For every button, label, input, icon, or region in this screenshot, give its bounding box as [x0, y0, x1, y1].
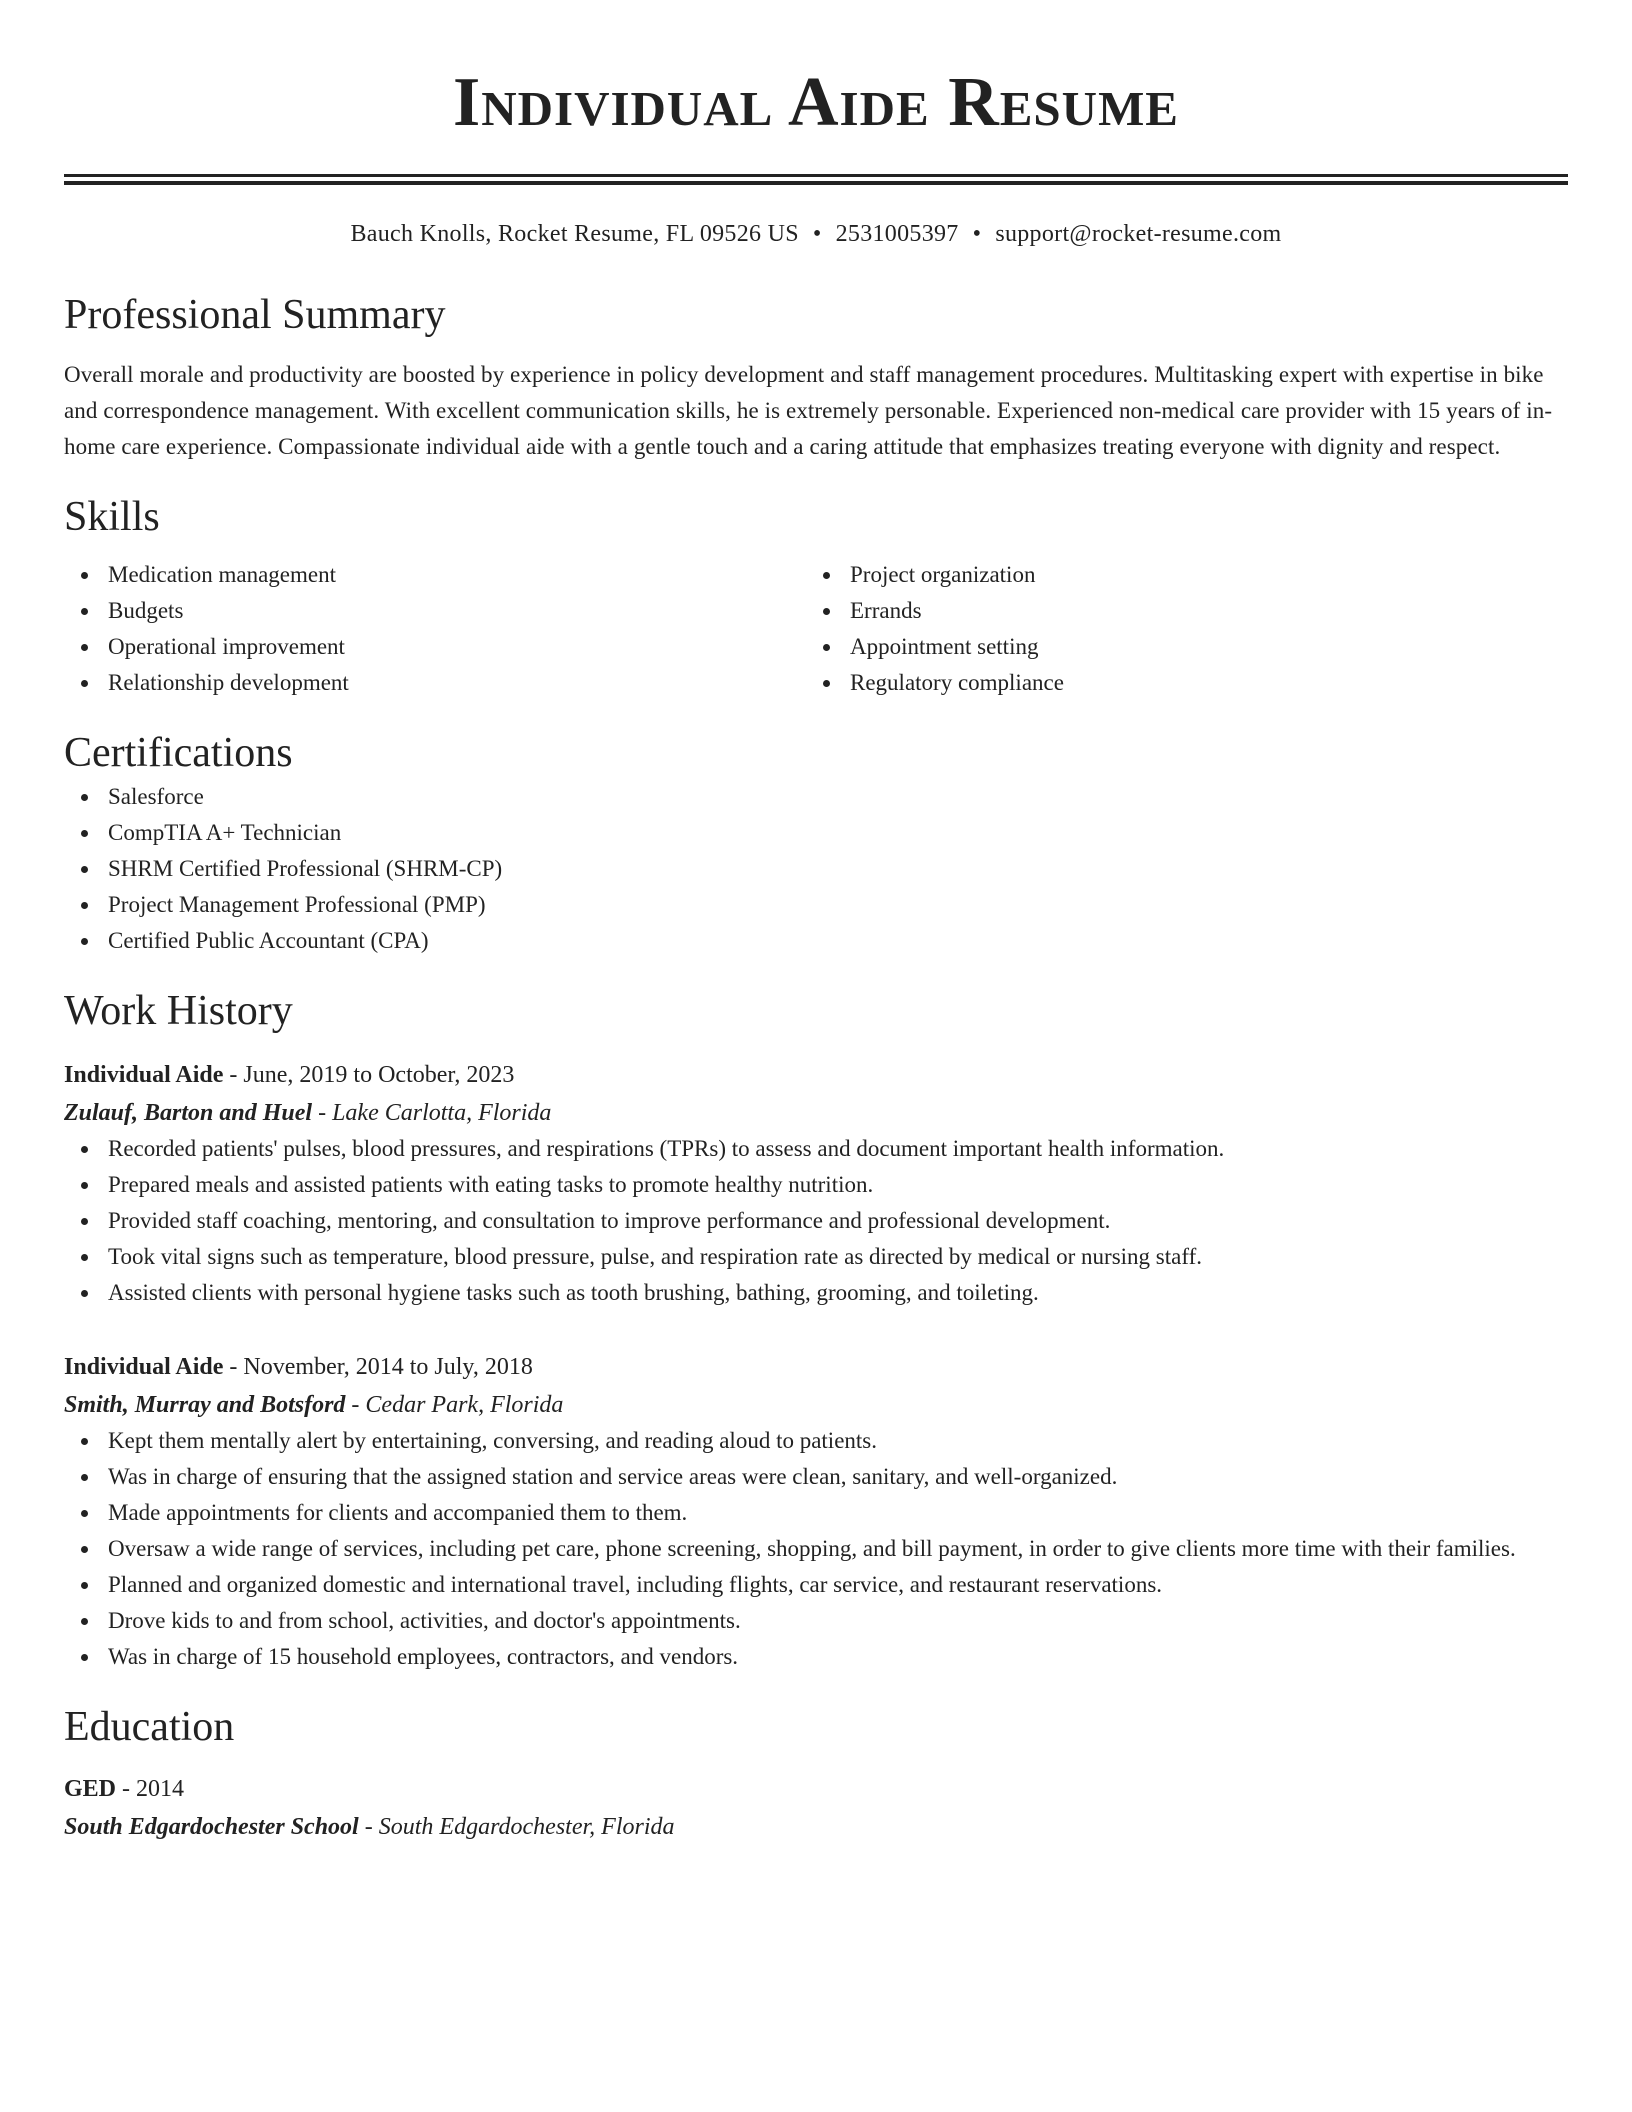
job-title: Individual Aide [64, 1062, 224, 1088]
education-dash: - [358, 1814, 379, 1840]
job-title-line [64, 1349, 1568, 1385]
job-title: Individual Aide [64, 1354, 224, 1380]
job-bullet: Oversaw a wide range of services, including pet care, phone screening, shopping, and bill payment, in order to give clients more time with their families. [64, 1531, 1568, 1567]
resume-title: Individual Aide Resume [452, 64, 1179, 141]
job-company-line [64, 1095, 1568, 1131]
job-bullets [64, 1131, 1568, 1311]
job-company-line [64, 1387, 1568, 1423]
job-dash: - [223, 1354, 244, 1380]
certification-item: Project Management Professional (PMP) [64, 887, 1568, 923]
job-dash: - [345, 1392, 366, 1418]
job-dash: - [312, 1100, 333, 1126]
job-bullet: Planned and organized domestic and international travel, including flights, car service, and restaurant reservations. [64, 1567, 1568, 1603]
skills-column-left [64, 557, 806, 701]
work-history-section [64, 985, 1568, 1675]
contact-phone: 2531005397 [835, 221, 959, 247]
skills-grid [64, 557, 1568, 701]
education-location: South Edgardochester, Florida [378, 1814, 675, 1840]
skill-item: Appointment setting [806, 629, 1548, 665]
job-entry [64, 1349, 1568, 1675]
certifications-list [64, 779, 1568, 959]
skills-heading: Skills [64, 494, 160, 540]
skill-item: Budgets [64, 593, 806, 629]
certification-item: Salesforce [64, 779, 1568, 815]
skills-section [64, 491, 1568, 701]
job-bullet: Made appointments for clients and accompanied them to them. [64, 1495, 1568, 1531]
contact-line [64, 217, 1568, 251]
education-entry [64, 1771, 1568, 1845]
job-bullet: Prepared meals and assisted patients with eating tasks to promote healthy nutrition. [64, 1167, 1568, 1203]
skill-item: Relationship development [64, 665, 806, 701]
certification-item: CompTIA A+ Technician [64, 815, 1568, 851]
contact-separator: • [812, 221, 822, 247]
job-dates: June, 2019 to October, 2023 [243, 1062, 515, 1088]
skills-list-left [64, 557, 806, 701]
certification-item: SHRM Certified Professional (SHRM-CP) [64, 851, 1568, 887]
skill-item: Operational improvement [64, 629, 806, 665]
job-entry [64, 1057, 1568, 1311]
education-degree-line [64, 1771, 1568, 1807]
work-history-heading: Work History [64, 988, 293, 1034]
skills-list-right [806, 557, 1548, 701]
job-bullets [64, 1423, 1568, 1675]
job-bullet: Assisted clients with personal hygiene tasks such as tooth brushing, bathing, grooming, and toileting. [64, 1275, 1568, 1311]
certifications-section [64, 727, 1568, 959]
job-company: Smith, Murray and Botsford [64, 1392, 346, 1418]
job-dash: - [223, 1062, 244, 1088]
job-bullet: Was in charge of 15 household employees, contractors, and vendors. [64, 1639, 1568, 1675]
certification-item: Certified Public Accountant (CPA) [64, 923, 1568, 959]
skills-column-right [806, 557, 1548, 701]
job-bullet: Took vital signs such as temperature, blood pressure, pulse, and respiration rate as directed by medical or nursing staff. [64, 1239, 1568, 1275]
job-location: Cedar Park, Florida [365, 1392, 564, 1418]
skill-item: Errands [806, 593, 1548, 629]
job-company: Zulauf, Barton and Huel [64, 1100, 313, 1126]
summary-heading: Professional Summary [64, 292, 446, 338]
job-dates: November, 2014 to July, 2018 [243, 1354, 533, 1380]
job-location: Lake Carlotta, Florida [332, 1100, 552, 1126]
job-bullet: Kept them mentally alert by entertaining, conversing, and reading aloud to patients. [64, 1423, 1568, 1459]
contact-address: Bauch Knolls, Rocket Resume, FL 09526 US [350, 221, 799, 247]
education-section [64, 1701, 1568, 1845]
education-school-line [64, 1809, 1568, 1845]
job-bullet: Provided staff coaching, mentoring, and consultation to improve performance and professional development. [64, 1203, 1568, 1239]
job-bullet: Recorded patients' pulses, blood pressures, and respirations (TPRs) to assess and document important health information. [64, 1131, 1568, 1167]
summary-section [64, 289, 1568, 465]
education-dash: - [116, 1776, 137, 1802]
skill-item: Project organization [806, 557, 1548, 593]
title-double-rule [64, 174, 1568, 185]
certifications-heading: Certifications [64, 730, 293, 776]
education-school: South Edgardochester School [64, 1814, 359, 1840]
education-heading: Education [64, 1704, 235, 1750]
job-bullet: Drove kids to and from school, activities, and doctor's appointments. [64, 1603, 1568, 1639]
job-title-line [64, 1057, 1568, 1093]
contact-email: support@rocket-resume.com [995, 221, 1282, 247]
summary-text: Overall morale and productivity are boosted by experience in policy development and staff management procedures. Multitasking expert with expertise in bike and correspondence management. With excellent communication skills, he is extremely personable. Experienced non-medical care provider with 15 years of in-home care experience. Compassionate individual aide with a gentle touch and a caring attitude that emphasizes treating everyone with dignity and respect. [64, 362, 1553, 459]
job-bullet: Was in charge of ensuring that the assigned station and service areas were clean, sanitary, and well-organized. [64, 1459, 1568, 1495]
education-degree: GED [64, 1776, 117, 1802]
skill-item: Regulatory compliance [806, 665, 1548, 701]
education-year: 2014 [136, 1776, 185, 1802]
contact-separator: • [972, 221, 982, 247]
skill-item: Medication management [64, 557, 806, 593]
